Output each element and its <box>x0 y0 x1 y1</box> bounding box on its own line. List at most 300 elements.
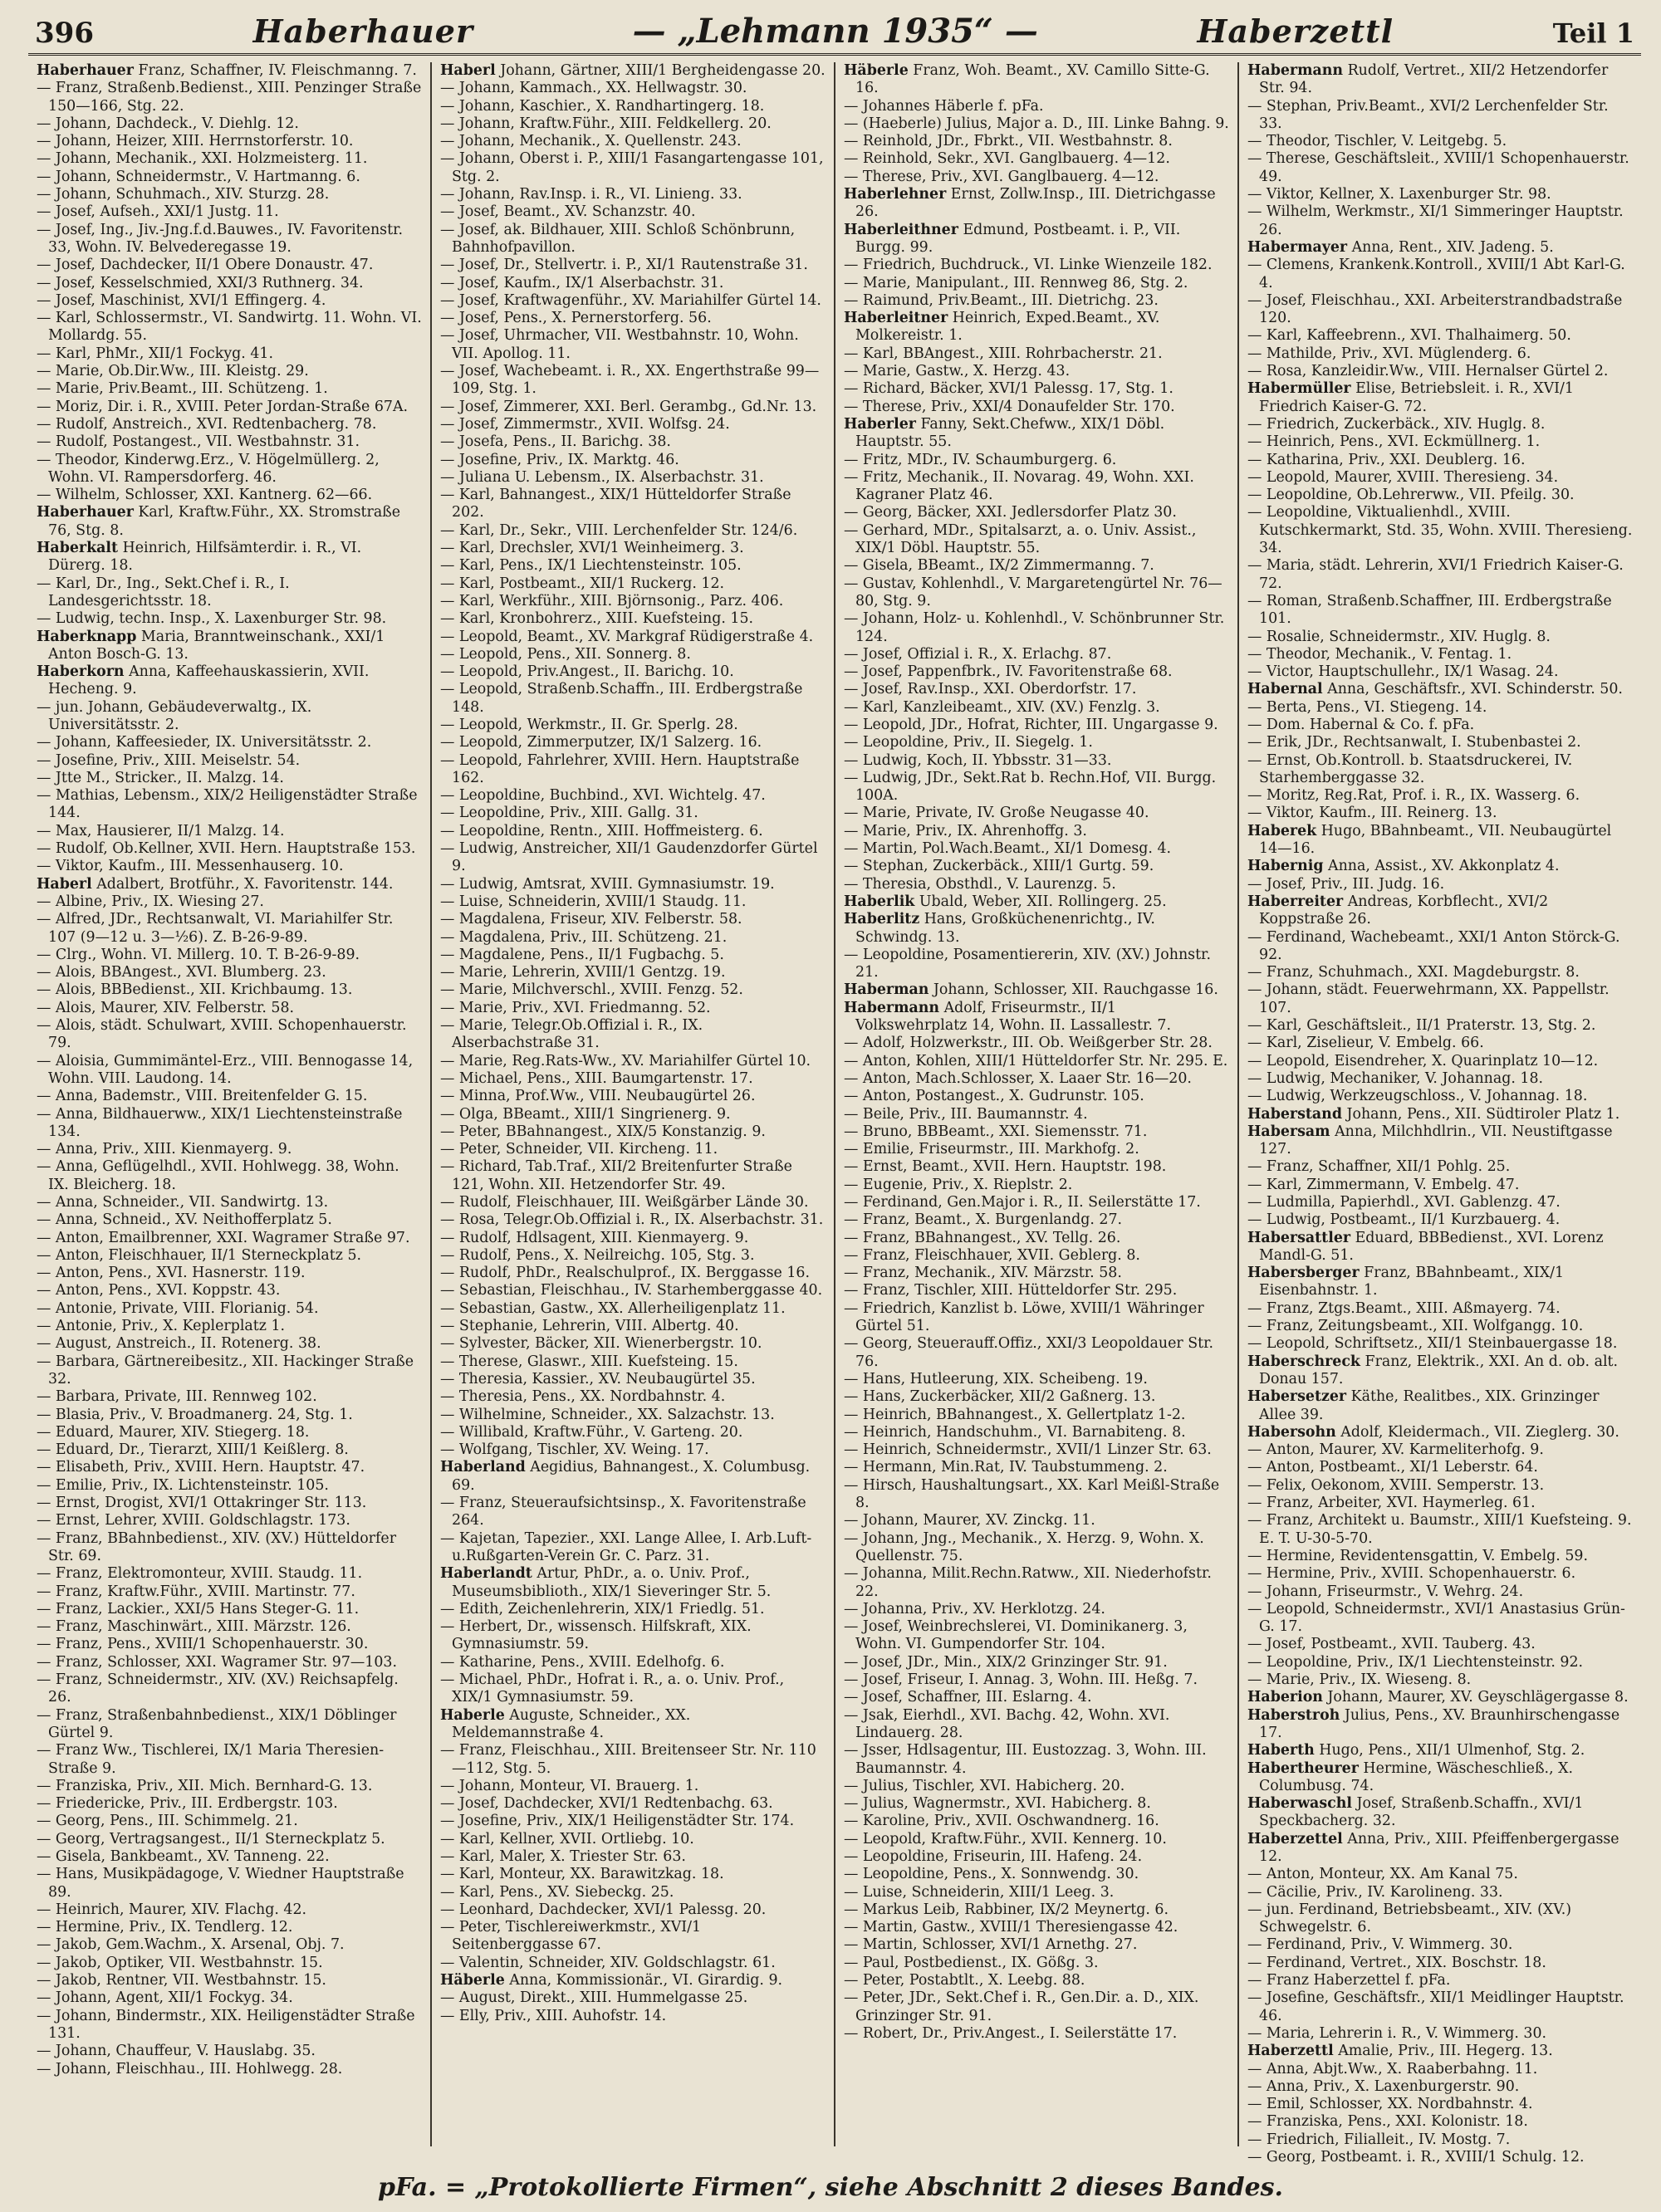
directory-entry: — Emil, Schlosser, XX. Nordbahnstr. 4. <box>1247 2096 1533 2113</box>
directory-entry: — Johann, Rav.Insp. i. R., VI. Linieng. 33. <box>440 186 742 203</box>
directory-entry: — Berta, Pens., VI. Stiegeng. 14. <box>1247 698 1487 716</box>
directory-entry: Habertheurer Hermine, Wäscheschließ., X. Columbusg. 74. <box>1247 1759 1574 1794</box>
directory-entry: — Franz, Zeitungsbeamt., XII. Wolfgangg. 10. <box>1247 1318 1584 1335</box>
directory-entry: — Josef, Pens., X. Pernerstorferg. 56. <box>440 310 712 327</box>
directory-entry: — Franz Ww., Tischlerei, IX/1 Maria Theresien-Straße 9. <box>37 1742 385 1777</box>
page-number: 396 <box>35 17 94 50</box>
directory-entry: — Sebastian, Gastw., XX. Allerheiligenplatz 11. <box>440 1299 786 1317</box>
directory-entry: — Josef, Rav.Insp., XXI. Oberdorfstr. 17. <box>844 681 1137 698</box>
directory-entry: — Wilhelm, Werkmstr., XI/1 Simmeringer Hauptstr. 26. <box>1247 203 1624 238</box>
directory-entry: — Karl, Ziselieur, V. Embelg. 66. <box>1247 1035 1484 1052</box>
directory-entry: — Karoline, Priv., XVII. Oschwandnerg. 16. <box>844 1813 1159 1830</box>
directory-entry: — Marie, Ob.Dir.Ww., III. Kleistg. 29. <box>37 363 309 380</box>
directory-entry: — Anton, Kohlen, XIII/1 Hütteldorfer Str. Nr. 295. E. <box>844 1052 1228 1069</box>
directory-entry: — Franz, Steueraufsichtsinsp., X. Favoritenstraße 264. <box>440 1495 806 1529</box>
directory-entry: — Josef, Zimmerer, XXI. Berl. Gerambg., Gd.Nr. 13. <box>440 398 817 415</box>
directory-entry: — Marie, Lehrerin, XVIII/1 Gentzg. 19. <box>440 964 726 981</box>
directory-entry: — Rudolf, Postangest., VII. Westbahnstr. 31. <box>37 433 360 451</box>
directory-entry: — Marie, Reg.Rats-Ww., XV. Mariahilfer Gürtel 10. <box>440 1052 811 1069</box>
directory-entry: — (Haeberle) Julius, Major a. D., III. Linke Bahng. 9. <box>844 115 1229 132</box>
directory-entry: — Leopold, Werkmstr., II. Gr. Sperlg. 28. <box>440 716 738 733</box>
directory-entry: — Anton, Pens., XVI. Hasnerstr. 119. <box>37 1265 306 1282</box>
directory-entry: — Josef, Ing., Jiv.-Jng.f.d.Bauwes., IV. Favoritenstr. 33, Wohn. IV. Belvederegasse 19. <box>37 221 403 256</box>
directory-entry: — Mathias, Lebensm., XIX/2 Heiligenstädter Straße 144. <box>37 787 418 822</box>
directory-entry: — Cäcilie, Priv., IV. Karolineng. 33. <box>1247 1883 1503 1901</box>
directory-entry: — Karl, Geschäftsleit., II/1 Praterstr. 13, Stg. 2. <box>1247 1017 1596 1035</box>
directory-entry: — Josef, Dachdecker, II/1 Obere Donaustr. 47. <box>37 257 374 274</box>
directory-entry: — Rosalie, Schneidermstr., XIV. Huglg. 8. <box>1247 628 1551 645</box>
directory-entry: Haberknapp Maria, Branntweinschank., XXI/1 Anton Bosch-G. 13. <box>37 628 385 663</box>
directory-entry: — Ferdinand, Gen.Major i. R., II. Seilerstätte 17. <box>844 1194 1201 1211</box>
directory-entry: — Anton, Emailbrenner, XXI. Wagramer Straße 97. <box>37 1229 410 1246</box>
directory-entry: — Franz, Ztgs.Beamt., XIII. Aßmayerg. 74. <box>1247 1299 1561 1317</box>
directory-entry: — Ludwig, Mechaniker, V. Johannag. 18. <box>1247 1069 1544 1087</box>
directory-entry: — Stephanie, Lehrerin, VIII. Albertg. 40. <box>440 1318 739 1335</box>
directory-entry: Haberreiter Andreas, Korbflecht., XVI/2 Koppstraße 26. <box>1247 893 1549 928</box>
directory-entry: — Alois, Maurer, XIV. Felberstr. 58. <box>37 999 295 1016</box>
directory-entry: Haberkalt Heinrich, Hilfsämterdir. i. R., VI. Dürerg. 18. <box>37 540 362 575</box>
directory-entry: — Georg, Bäcker, XXI. Jedlersdorfer Platz 30. <box>844 504 1177 521</box>
directory-entry: — Jsser, Hdlsagentur, III. Eustozzag. 3, Wohn. III. Baumannstr. 4. <box>844 1742 1207 1777</box>
directory-entry: Häberle Franz, Woh. Beamt., XV. Camillo Sitte-G. 16. <box>844 62 1210 97</box>
directory-entry: — Franz, Straßenbahnbedienst., XIX/1 Döblinger Gürtel 9. <box>37 1706 397 1741</box>
directory-entry: — Jakob, Optiker, VII. Westbahnstr. 15. <box>37 1954 323 1971</box>
directory-entry: — Heinrich, Maurer, XIV. Flachg. 42. <box>37 1901 307 1918</box>
footnote: pFa. = „Protokollierte Firmen“, siehe Abschnitt 2 dieses Bandes. <box>378 2173 1283 2202</box>
directory-entry: — Gustav, Kohlenhdl., V. Margaretengürtel Nr. 76—80, Stg. 9. <box>844 575 1222 609</box>
directory-entry: — Ludwig, Werkzeugschloss., V. Johannag. 18. <box>1247 1088 1588 1105</box>
directory-entry: — Anna, Abjt.Ww., X. Raaberbahng. 11. <box>1247 2060 1538 2077</box>
directory-entry: Haberion Johann, Maurer, XV. Geyschlägergasse 8. <box>1247 1689 1629 1706</box>
directory-entry: — Ernst, Drogist, XVI/1 Ottakringer Str. 113. <box>37 1495 367 1512</box>
directory-entry: — Hans, Hutleerung, XIX. Scheibeng. 19. <box>844 1370 1148 1387</box>
directory-entry: — Josef, Beamt., XV. Schanzstr. 40. <box>440 203 696 221</box>
directory-entry: — Wilhelm, Schlosser, XXI. Kantnerg. 62—66. <box>37 487 373 504</box>
directory-entry: — Leopold, JDr., Hofrat, Richter, III. Ungargasse 9. <box>844 716 1218 733</box>
directory-entry: — Martin, Schlosser, XVI/1 Arnethg. 27. <box>844 1936 1138 1954</box>
directory-entry: — Michael, Pens., XIII. Baumgartenstr. 17. <box>440 1069 753 1087</box>
directory-entry: — Franz, Schaffner, XII/1 Pohlg. 25. <box>1247 1158 1511 1176</box>
directory-entry: — Jakob, Gem.Wachm., X. Arsenal, Obj. 7. <box>37 1936 345 1954</box>
directory-entry: — Johann, Kammach., XX. Hellwagstr. 30. <box>440 80 747 97</box>
directory-entry: — Anna, Priv., X. Laxenburgerstr. 90. <box>1247 2077 1520 2095</box>
directory-entry: — Karl, Drechsler, XVI/1 Weinheimerg. 3. <box>440 540 744 557</box>
directory-entry: — Leopold, Schneidermstr., XVI/1 Anastasius Grün-G. 17. <box>1247 1600 1625 1636</box>
directory-entry: — Leopold, Zimmerputzer, IX/1 Salzerg. 16. <box>440 734 762 751</box>
directory-entry: — Franz, Kraftw.Führ., XVIII. Martinstr. 77. <box>37 1583 355 1600</box>
directory-entry: — Franz, Maschinwärt., XIII. Märzstr. 126. <box>37 1618 351 1636</box>
directory-entry: — Minna, Prof.Ww., VIII. Neubaugürtel 26. <box>440 1088 756 1105</box>
directory-entry: — Johann, Bindermstr., XIX. Heiligenstädter Straße 131. <box>37 2007 415 2042</box>
directory-entry: — Friedrich, Zuckerbäck., XIV. Huglg. 8. <box>1247 415 1546 433</box>
directory-entry: — Karl, BBAngest., XIII. Rohrbacherstr. 21. <box>844 345 1163 362</box>
directory-entry: — Kajetan, Tapezier., XXI. Lange Allee, I. Arb.Luft-u.Rußgarten-Verein Gr. C. Parz. 31. <box>440 1529 812 1564</box>
directory-entry: — Magdalena, Priv., III. Schützeng. 21. <box>440 928 728 946</box>
directory-entry: — Julius, Wagnermstr., XVI. Habicherg. 8. <box>844 1795 1151 1813</box>
directory-entry: — Karl, Pens., XV. Siebeckg. 25. <box>440 1883 674 1901</box>
directory-entry: Habermayer Anna, Rent., XIV. Jadeng. 5. <box>1247 238 1554 256</box>
directory-entry: — Willibald, Kraftw.Führ., V. Garteng. 20. <box>440 1423 743 1441</box>
directory-entry: — Ernst, Beamt., XVII. Hern. Hauptstr. 198. <box>844 1158 1167 1176</box>
directory-entry: — Johann, Jng., Mechanik., X. Herzg. 9, Wohn. X. Quellenstr. 75. <box>844 1529 1204 1564</box>
directory-entry: — Magdalena, Friseur, XIV. Felberstr. 58. <box>440 911 742 928</box>
directory-entry: — Franz, Straßenb.Bedienst., XIII. Penzinger Straße 150—166, Stg. 22. <box>37 80 422 115</box>
directory-entry: — Leopold, Beamt., XV. Markgraf Rüdigerstraße 4. <box>440 628 814 645</box>
directory-entry: Haberleithner Edmund, Postbeamt. i. P., VII. Burgg. 99. <box>844 221 1181 256</box>
directory-entry: Habernal Anna, Geschäftsfr., XVI. Schinderstr. 50. <box>1247 681 1623 698</box>
directory-entry: — Clrg., Wohn. VI. Millerg. 10. T. B-26-9-89. <box>37 946 360 963</box>
directory-entry: — Leopoldine, Viktualienhdl., XVIII. Kutschkermarkt, Std. 35, Wohn. XVIII. Theresieng. 34. <box>1247 504 1633 557</box>
directory-entry: — Magdalene, Pens., II/1 Fugbachg. 5. <box>440 946 724 963</box>
directory-entry: — Johann, Monteur, VI. Brauerg. 1. <box>440 1777 699 1794</box>
directory-entry: — Johann, Dachdeck., V. Diehlg. 12. <box>37 115 299 132</box>
column-1 <box>28 62 430 2146</box>
directory-entry: — Anna, Geflügelhdl., XVII. Hohlwegg. 38, Wohn. IX. Bleicherg. 18. <box>37 1158 399 1193</box>
directory-entry: — Franz, BBahnangest., XV. Tellg. 26. <box>844 1229 1121 1246</box>
directory-entry: Haberwaschl Josef, Straßenb.Schaffn., XVI/1 Speckbacherg. 32. <box>1247 1795 1584 1830</box>
directory-entry: — Josef, Schaffner, III. Eslarng. 4. <box>844 1689 1092 1706</box>
directory-entry: — Georg, Vertragsangest., II/1 Sterneckplatz 5. <box>37 1830 385 1847</box>
directory-entry: — Anna, Schneid., XV. Neithofferplatz 5. <box>37 1211 332 1229</box>
directory-entry: — Anton, Postangest., X. Gudrunstr. 105. <box>844 1088 1144 1105</box>
directory-entry: — Peter, Schneider, VII. Kircheng. 11. <box>440 1141 718 1158</box>
directory-entry: — Marie, Private, IV. Große Neugasse 40. <box>844 805 1149 822</box>
directory-entry: — August, Direkt., XIII. Hummelgasse 25. <box>440 1989 748 2007</box>
directory-entry: — Dom. Habernal & Co. f. pFa. <box>1247 716 1475 733</box>
directory-entry: — Robert, Dr., Priv.Angest., I. Seilerstätte 17. <box>844 2024 1178 2042</box>
directory-entry: — Karl, Dr., Sekr., VIII. Lerchenfelder Str. 124/6. <box>440 521 798 539</box>
directory-entry: — Marie, Manipulant., III. Rennweg 86, Stg. 2. <box>844 274 1188 291</box>
directory-entry: Haberl Adalbert, Brotführ., X. Favoritenstr. 144. <box>37 875 394 893</box>
directory-entry: — Franz, BBahnbedienst., XIV. (XV.) Hütteldorfer Str. 69. <box>37 1529 397 1564</box>
directory-entry: — Josef, Aufseh., XXI/1 Justg. 11. <box>37 203 279 221</box>
entry-columns <box>28 62 1641 2166</box>
directory-entry: — Ludwig, JDr., Sekt.Rat b. Rechn.Hof, VII. Burgg. 100A. <box>844 769 1217 805</box>
directory-entry: — Barbara, Private, III. Rennweg 102. <box>37 1388 317 1406</box>
directory-entry: — Gisela, Bankbeamt., XV. Tanneng. 22. <box>37 1847 330 1865</box>
directory-entry: — Franz, Mechanik., XIV. Märzstr. 58. <box>844 1265 1122 1282</box>
directory-entry: — Beile, Priv., III. Baumannstr. 4. <box>844 1105 1088 1123</box>
directory-entry: — Josef, Kaufm., IX/1 Alserbachstr. 31. <box>440 274 724 291</box>
directory-entry: — Peter, JDr., Sekt.Chef i. R., Gen.Dir. a. D., XIX. Grinzinger Str. 91. <box>844 1989 1199 2024</box>
directory-entry: Haberek Hugo, BBahnbeamt., VII. Neubaugürtel 14—16. <box>1247 822 1612 858</box>
directory-entry: — Franz Haberzettel f. pFa. <box>1247 1972 1451 1989</box>
directory-entry: Habermann Adolf, Friseurmstr., II/1 Volkswehrplatz 14, Wohn. II. Lassallestr. 7. <box>844 999 1172 1035</box>
directory-entry: — Katharine, Pens., XVIII. Edelhofg. 6. <box>440 1653 725 1671</box>
directory-entry: — Eduard, Maurer, XIV. Stiegerg. 18. <box>37 1423 310 1441</box>
directory-entry: — Hermine, Priv., XVIII. Schopenhauerstr. 6. <box>1247 1565 1576 1583</box>
directory-entry: — Josef, Uhrmacher, VII. Westbahnstr. 10, Wohn. VII. Apollog. 11. <box>440 327 799 362</box>
directory-entry: — Johann, Agent, XII/1 Fockyg. 34. <box>37 1989 293 2007</box>
directory-entry: — Ernst, Lehrer, XVIII. Goldschlagstr. 173. <box>37 1512 350 1529</box>
directory-entry: Haberle Auguste, Schneider., XX. Meldemannstraße 4. <box>440 1706 691 1741</box>
directory-entry: Haberman Johann, Schlosser, XII. Rauchgasse 16. <box>844 981 1218 999</box>
directory-entry: Haberleitner Heinrich, Exped.Beamt., XV. Molkereistr. 1. <box>844 310 1160 345</box>
directory-entry: — Erik, JDr., Rechtsanwalt, I. Stubenbastei 2. <box>1247 734 1581 751</box>
directory-entry: — Gerhard, MDr., Spitalsarzt, a. o. Univ. Assist., XIX/1 Döbl. Hauptstr. 55. <box>844 521 1197 557</box>
directory-entry: — Karl, Kronbohrerz., XIII. Kuefsteing. 15. <box>440 610 754 628</box>
directory-entry: — Markus Leib, Rabbiner, IX/2 Meynertg. 6. <box>844 1901 1169 1918</box>
directory-entry: — Barbara, Gärtnereibesitz., XII. Hackinger Straße 32. <box>37 1353 414 1387</box>
directory-entry: — Franz, Architekt u. Baumstr., XIII/1 Kuefsteing. 9. E. T. U-30-5-70. <box>1247 1512 1632 1547</box>
directory-entry: — Leopoldine, Priv., II. Siegelg. 1. <box>844 734 1093 751</box>
directory-entry: — Therese, Priv., XXI/4 Donaufelder Str. 170. <box>844 398 1175 415</box>
directory-entry: Haberschreck Franz, Elektrik., XXI. An d. ob. alt. Donau 157. <box>1247 1353 1619 1387</box>
directory-entry: — Hermann, Min.Rat, IV. Taubstummeng. 2. <box>844 1459 1168 1476</box>
directory-entry: — Jakob, Rentner, VII. Westbahnstr. 15. <box>37 1972 326 1989</box>
directory-entry: — Martin, Gastw., XVIII/1 Theresiengasse 42. <box>844 1919 1178 1936</box>
directory-entry: — Heinrich, Pens., XVI. Eckmüllnerg. 1. <box>1247 433 1541 451</box>
directory-entry: — Felix, Oekonom, XVIII. Semperstr. 13. <box>1247 1476 1545 1494</box>
directory-entry: — Emilie, Priv., IX. Lichtensteinstr. 105. <box>37 1476 329 1494</box>
directory-entry: Habernig Anna, Assist., XV. Akkonplatz 4. <box>1247 858 1560 875</box>
directory-entry: — Peter, Tischlereiwerkmstr., XVI/1 Seitenberggasse 67. <box>440 1919 702 1954</box>
directory-entry: Haberlik Ubald, Weber, XII. Rollingerg. 25. <box>844 893 1167 910</box>
directory-entry: — Franz, Fleischhau., XIII. Breitenseer Str. Nr. 110—112, Stg. 5. <box>440 1742 816 1777</box>
directory-entry: — Reinhold, JDr., Fbrkt., VII. Westbahnstr. 8. <box>844 133 1173 150</box>
directory-entry: — Stephan, Zuckerbäck., XIII/1 Gurtg. 59. <box>844 858 1154 875</box>
directory-entry: — Peter, Postabtlt., X. Leebg. 88. <box>844 1972 1085 1989</box>
directory-entry: — Karl, PhMr., XII/1 Fockyg. 41. <box>37 345 274 362</box>
directory-entry: — Heinrich, Schneidermstr., XVII/1 Linzer Str. 63. <box>844 1441 1212 1459</box>
directory-title: — „Lehmann 1935“ — <box>632 12 1038 51</box>
directory-entry: — Alois, BBAngest., XVI. Blumberg. 23. <box>37 964 326 981</box>
directory-entry: — Theresia, Obsthdl., V. Laurenzg. 5. <box>844 875 1116 893</box>
directory-entry: — Johannes Häberle f. pFa. <box>844 97 1044 115</box>
directory-entry: — Bruno, BBBeamt., XXI. Siemensstr. 71. <box>844 1123 1148 1140</box>
directory-entry: — Gisela, BBeamt., IX/2 Zimmermanng. 7. <box>844 557 1154 575</box>
directory-entry: — Juliana U. Lebensm., IX. Alserbachstr. 31. <box>440 468 764 486</box>
directory-entry: Habersohn Adolf, Kleidermach., VII. Zieglerg. 30. <box>1247 1423 1619 1441</box>
directory-entry: — Herbert, Dr., wissensch. Hilfskraft, XIX. Gymnasiumstr. 59. <box>440 1618 752 1653</box>
directory-entry: — Leopoldine, Buchbind., XVI. Wichtelg. 47. <box>440 787 766 805</box>
directory-entry: — Maria, städt. Lehrerin, XVI/1 Friedrich Kaiser-G. 72. <box>1247 557 1624 592</box>
directory-entry: — Karl, Schlossermstr., VI. Sandwirtg. 11. Wohn. VI. Mollardg. 55. <box>37 310 422 345</box>
directory-entry: — Rudolf, Ob.Kellner, XVII. Hern. Hauptstraße 153. <box>37 840 416 858</box>
directory-entry: — Peter, BBahnangest., XIX/5 Konstanzig. 9. <box>440 1123 766 1140</box>
directory-entry: — Karl, Kellner, XVII. Ortliebg. 10. <box>440 1830 694 1847</box>
directory-entry: — Marie, Priv., XVI. Friedmanng. 52. <box>440 999 711 1016</box>
directory-entry: — Marie, Gastw., X. Herzg. 43. <box>844 363 1071 380</box>
directory-entry: — Josefine, Priv., IX. Marktg. 46. <box>440 451 679 468</box>
directory-entry: — Johann, Kraftw.Führ., XIII. Feldkellerg. 20. <box>440 115 772 132</box>
directory-entry: — Viktor, Kellner, X. Laxenburger Str. 98. <box>1247 186 1551 203</box>
directory-entry: — Ferdinand, Priv., V. Wimmerg. 30. <box>1247 1936 1513 1954</box>
directory-entry: — Karl, Kaffeebrenn., XVI. Thalhaimerg. 50. <box>1247 327 1571 345</box>
directory-entry: — Josef, Weinbrechslerei, VI. Dominikanerg. 3, Wohn. VI. Gumpendorfer Str. 104. <box>844 1618 1188 1653</box>
directory-entry: — Marie, Priv., IX. Ahrenhoffg. 3. <box>844 822 1087 839</box>
directory-entry: — Anton, Fleischhauer, II/1 Sterneckplatz 5. <box>37 1246 362 1264</box>
directory-entry: — Heinrich, Handschuhm., VI. Barnabiteng. 8. <box>844 1423 1186 1441</box>
directory-entry: — Karl, Postbeamt., XII/1 Ruckerg. 12. <box>440 575 725 592</box>
directory-entry: — Elisabeth, Priv., XVIII. Hern. Hauptstr. 47. <box>37 1459 365 1476</box>
directory-entry: — Richard, Tab.Traf., XII/2 Breitenfurter Straße 121, Wohn. XII. Hetzendorfer Str. 49. <box>440 1158 792 1193</box>
directory-entry: — Antonie, Priv., X. Keplerplatz 1. <box>37 1318 286 1335</box>
directory-entry: — Marie, Priv.Beamt., III. Schützeng. 1. <box>37 380 328 398</box>
directory-entry: — Marie, Priv., IX. Wieseng. 8. <box>1247 1671 1472 1689</box>
directory-entry: — Johann, Mechanik., XXI. Holzmeisterg. 11. <box>37 150 368 168</box>
directory-entry: — Josef, Friseur, I. Annag. 3, Wohn. III. Heßg. 7. <box>844 1671 1198 1689</box>
directory-entry: — Stephan, Priv.Beamt., XVI/2 Lerchenfelder Str. 33. <box>1247 97 1609 132</box>
last-name-guide: Haberzettl <box>1197 12 1394 50</box>
directory-entry: — Josefine, Priv., XIX/1 Heiligenstädter Str. 174. <box>440 1813 795 1830</box>
directory-entry: — Ferdinand, Wachebeamt., XXI/1 Anton Störck-G. 92. <box>1247 928 1620 963</box>
directory-entry: — Leopoldine, Ob.Lehrerww., VII. Pfeilg. 30. <box>1247 487 1575 504</box>
directory-entry: — Josef, Pappenfbrk., IV. Favoritenstraße 68. <box>844 663 1173 681</box>
directory-entry: — Josef, Postbeamt., XVII. Tauberg. 43. <box>1247 1636 1536 1653</box>
directory-entry: — Georg, Steuerauff.Offiz., XXI/3 Leopoldauer Str. 76. <box>844 1335 1214 1370</box>
directory-entry: — Viktor, Kaufm., III. Reinerg. 13. <box>1247 805 1497 822</box>
directory-entry: Haberkorn Anna, Kaffeehauskassierin, XVII. Hecheng. 9. <box>37 663 370 698</box>
directory-entry: — Johanna, Milit.Rechn.Ratww., XII. Niederhofstr. 22. <box>844 1565 1212 1600</box>
directory-entry: Habersam Anna, Milchhdlrin., VII. Neustiftgasse 127. <box>1247 1123 1613 1158</box>
directory-entry: — Anna, Bildhauerww., XIX/1 Liechtensteinstraße 134. <box>37 1105 403 1140</box>
directory-entry: — Josef, Kesselschmied, XXI/3 Ruthnerg. 34. <box>37 274 364 291</box>
directory-entry: — Ludmilla, Papierhdl., XVI. Gablenzg. 47. <box>1247 1194 1561 1211</box>
directory-entry: — Josefine, Priv., XIII. Meiselstr. 54. <box>37 751 301 769</box>
directory-entry: — Johann, Kaschier., X. Randhartingerg. 18. <box>440 97 765 115</box>
directory-entry: Habermann Rudolf, Vertret., XII/2 Hetzendorfer Str. 94. <box>1247 62 1609 97</box>
directory-entry: — Fritz, Mechanik., II. Novarag. 49, Wohn. XXI. Kagraner Platz 46. <box>844 468 1194 504</box>
directory-entry: — Josef, Dachdecker, XVI/1 Redtenbachg. 63. <box>440 1795 773 1813</box>
directory-entry: — Friedrich, Filialleit., IV. Mostg. 7. <box>1247 2131 1511 2148</box>
directory-entry: — Johann, Friseurmstr., V. Wehrg. 24. <box>1247 1583 1524 1600</box>
directory-entry: — Theodor, Kinderwg.Erz., V. Högelmüllerg. 2, Wohn. VI. Rampersdorferg. 46. <box>37 451 380 486</box>
directory-entry: — Roman, Straßenb.Schaffner, III. Erdbergstraße 101. <box>1247 592 1612 628</box>
directory-entry: — Josefa, Pens., II. Barichg. 38. <box>440 433 671 451</box>
directory-entry: — Alfred, JDr., Rechtsanwalt, VI. Mariahilfer Str. 107 (9—12 u. 3—½6). Z. B-26-9-89. <box>37 911 394 946</box>
directory-entry: — Leopoldine, Posamentiererin, XIV. (XV.) Johnstr. 21. <box>844 946 1211 981</box>
directory-entry: — Anton, Monteur, XX. Am Kanal 75. <box>1247 1866 1518 1883</box>
directory-entry: — jun. Johann, Gebäudeverwaltg., IX. Universitätsstr. 2. <box>37 698 312 733</box>
directory-entry: — Hermine, Priv., IX. Tendlerg. 12. <box>37 1919 293 1936</box>
directory-entry: — Rudolf, Hdlsagent, XIII. Kienmayerg. 9. <box>440 1229 749 1246</box>
directory-entry: — Leopoldine, Priv., XIII. Gallg. 31. <box>440 805 698 822</box>
directory-entry: — Ferdinand, Vertret., XIX. Boschstr. 18. <box>1247 1954 1546 1971</box>
directory-entry: — Therese, Priv., XVI. Ganglbauerg. 4—12. <box>844 168 1159 185</box>
directory-entry: — Reinhold, Sekr., XVI. Ganglbauerg. 4—12. <box>844 150 1170 168</box>
directory-entry: — Georg, Pens., III. Schimmelg. 21. <box>37 1813 298 1830</box>
directory-entry: — Franz, Arbeiter, XVI. Haymerleg. 61. <box>1247 1495 1536 1512</box>
directory-entry: — Theodor, Tischler, V. Leitgebg. 5. <box>1247 133 1507 150</box>
directory-entry: — Georg, Postbeamt. i. R., XVIII/1 Schulg. 12. <box>1247 2149 1585 2166</box>
directory-entry: — Karl, Dr., Ing., Sekt.Chef i. R., I. Landesgerichtsstr. 18. <box>37 575 290 609</box>
directory-entry: — Marie, Milchverschl., XVIII. Fenzg. 52. <box>440 981 743 999</box>
directory-entry: — Leopold, Fahrlehrer, XVIII. Hern. Hauptstraße 162. <box>440 751 800 786</box>
directory-entry: — Johann, Chauffeur, V. Hauslabg. 35. <box>37 2043 316 2060</box>
directory-entry: Haberlehner Ernst, Zollw.Insp., III. Dietrichgasse 26. <box>844 186 1216 221</box>
directory-entry: — Johann, Maurer, XV. Zinckg. 11. <box>844 1512 1095 1529</box>
directory-entry: — Leopold, Maurer, XVIII. Theresieng. 34. <box>1247 468 1559 486</box>
directory-entry: — Hans, Musikpädagoge, V. Wiedner Hauptstraße 89. <box>37 1866 404 1901</box>
directory-entry: — Leopold, Straßenb.Schaffn., III. Erdbergstraße 148. <box>440 681 803 716</box>
directory-entry: — Sebastian, Fleischhau., IV. Starhemberggasse 40. <box>440 1282 823 1299</box>
directory-entry: — Eduard, Dr., Tierarzt, XIII/1 Keißlerg. 8. <box>37 1441 349 1459</box>
directory-entry: — Friedericke, Priv., III. Erdbergstr. 103. <box>37 1795 338 1813</box>
column-3 <box>834 62 1237 2146</box>
directory-entry: — Albine, Priv., IX. Wiesing 27. <box>37 893 264 910</box>
directory-entry: — Josef, ak. Bildhauer, XIII. Schloß Schönbrunn, Bahnhofpavillon. <box>440 221 796 256</box>
directory-entry: — Rosa, Telegr.Ob.Offizial i. R., IX. Alserbachstr. 31. <box>440 1211 824 1229</box>
directory-entry: — Karl, Monteur, XX. Barawitzkag. 18. <box>440 1866 724 1883</box>
directory-entry: Haberland Aegidius, Bahnangest., X. Columbusg. 69. <box>440 1459 811 1494</box>
directory-entry: — Anton, Pens., XVI. Koppstr. 43. <box>37 1282 281 1299</box>
directory-entry: — Fritz, MDr., IV. Schaumburgerg. 6. <box>844 451 1117 468</box>
directory-entry: — Leopold, Kraftw.Führ., XVII. Kennerg. 10. <box>844 1830 1167 1847</box>
directory-entry: — Mathilde, Priv., XVI. Müglenderg. 6. <box>1247 345 1531 362</box>
directory-entry: — Victor, Hauptschullehr., IX/1 Wasag. 24. <box>1247 663 1559 681</box>
directory-entry: — Paul, Postbedienst., IX. Gößg. 3. <box>844 1954 1099 1971</box>
directory-entry: — Jtte M., Stricker., II. Malzg. 14. <box>37 769 284 786</box>
directory-entry: Haberth Hugo, Pens., XII/1 Ulmenhof, Stg. 2. <box>1247 1742 1585 1759</box>
directory-entry: — Johann, Schuhmach., XIV. Sturzg. 28. <box>37 186 330 203</box>
directory-entry: — Leopold, Pens., XII. Sonnerg. 8. <box>440 645 691 663</box>
directory-entry: — Josef, Priv., III. Judg. 16. <box>1247 875 1445 893</box>
directory-entry: — Hirsch, Haushaltungsart., XX. Karl Meißl-Straße 8. <box>844 1476 1220 1512</box>
directory-entry: — Franziska, Pens., XXI. Kolonistr. 18. <box>1247 2113 1528 2131</box>
page-header <box>28 12 1641 56</box>
first-name-guide: Haberhauer <box>252 12 474 50</box>
directory-entry: — Jsak, Eierhdl., XVI. Bachg. 42, Wohn. XVI. Lindauerg. 28. <box>844 1706 1170 1741</box>
directory-entry: — Rudolf, Anstreich., XVI. Redtenbacherg. 78. <box>37 415 377 433</box>
directory-entry: Häberle Anna, Kommissionär., VI. Girardig. 9. <box>440 1972 783 1989</box>
directory-entry: — Josef, Fleischhau., XXI. Arbeiterstrandbadstraße 120. <box>1247 291 1623 327</box>
directory-entry: — Johanna, Priv., XV. Herklotzg. 24. <box>844 1600 1105 1617</box>
directory-entry: — Franziska, Priv., XII. Mich. Bernhard-G. 13. <box>37 1777 373 1794</box>
directory-entry: — August, Anstreich., II. Rotenerg. 38. <box>37 1335 321 1353</box>
directory-entry: — Johann, Heizer, XIII. Herrnstorferstr. 10. <box>37 133 354 150</box>
directory-entry: — Martin, Pol.Wach.Beamt., XI/1 Domesg. 4. <box>844 840 1172 858</box>
directory-entry: — Johann, Mechanik., X. Quellenstr. 243. <box>440 133 742 150</box>
directory-entry: — Anna, Priv., XIII. Kienmayerg. 9. <box>37 1141 292 1158</box>
directory-entry: Haberhauer Karl, Kraftw.Führ., XX. Stromstraße 76, Stg. 8. <box>37 504 401 539</box>
directory-entry: — Ludwig, Amtsrat, XVIII. Gymnasiumstr. 19. <box>440 875 775 893</box>
directory-entry: — Wilhelmine, Schneider., XX. Salzachstr. 13. <box>440 1406 775 1423</box>
directory-entry: — Antonie, Private, VIII. Florianig. 54. <box>37 1299 319 1317</box>
directory-entry: — Leonhard, Dachdecker, XVI/1 Palessg. 20. <box>440 1901 767 1918</box>
directory-entry: — Anton, Maurer, XV. Karmeliterhofg. 9. <box>1247 1441 1544 1459</box>
directory-entry: — Luise, Schneiderin, XVIII/1 Staudg. 11. <box>440 893 747 910</box>
directory-entry: — Ludwig, Postbeamt., II/1 Kurzbauerg. 4. <box>1247 1211 1561 1229</box>
directory-entry: — Clemens, Krankenk.Kontroll., XVIII/1 Abt Karl-G. 4. <box>1247 257 1625 291</box>
directory-entry: — Franz, Pens., XVIII/1 Schopenhauerstr. 30. <box>37 1636 369 1653</box>
directory-entry: Haberler Fanny, Sekt.Chefww., XIX/1 Döbl. Hauptstr. 55. <box>844 415 1165 451</box>
directory-entry: — Franz, Schlosser, XXI. Wagramer Str. 97—103. <box>37 1653 398 1671</box>
directory-entry: — Anna, Bademstr., VIII. Breitenfelder G. 15. <box>37 1088 368 1105</box>
column-4 <box>1237 62 1641 2166</box>
column-2 <box>430 62 834 2146</box>
directory-entry: — Johann, Schneidermstr., V. Hartmanng. 6. <box>37 168 360 185</box>
directory-entry: — Ludwig, techn. Insp., X. Laxenburger Str. 98. <box>37 610 387 628</box>
directory-entry: — Josef, Wachebeamt. i. R., XX. Engerthstraße 99—109, Stg. 1. <box>440 363 820 398</box>
directory-entry: — Katharina, Priv., XXI. Deublerg. 16. <box>1247 451 1526 468</box>
directory-entry: Habersattler Eduard, BBBedienst., XVI. Lorenz Mandl-G. 51. <box>1247 1229 1604 1264</box>
directory-entry: — Theresia, Pens., XX. Nordbahnstr. 4. <box>440 1388 726 1406</box>
directory-entry: Haberlandt Artur, PhDr., a. o. Univ. Prof., Museumsbiblioth., XIX/1 Sieveringer Str. 5. <box>440 1565 772 1600</box>
directory-entry: Haberhauer Franz, Schaffner, IV. Fleischmanng. 7. <box>37 62 417 79</box>
directory-entry: — Alois, städt. Schulwart, XVIII. Schopenhauerstr. 79. <box>37 1017 407 1052</box>
directory-entry: — Friedrich, Buchdruck., VI. Linke Wienzeile 182. <box>844 257 1213 274</box>
directory-entry: — Eugenie, Priv., X. Rieplstr. 2. <box>844 1176 1073 1193</box>
directory-entry: — Wolfgang, Tischler, XV. Weing. 17. <box>440 1441 709 1459</box>
directory-entry: — Emilie, Friseurmstr., III. Markhofg. 2. <box>844 1141 1139 1158</box>
directory-entry: — Ernst, Ob.Kontroll. b. Staatsdruckerei, IV. Starhemberggasse 32. <box>1247 751 1573 786</box>
directory-entry: — Therese, Glaswr., XIII. Kuefsteing. 15. <box>440 1353 738 1370</box>
directory-entry: — Rudolf, PhDr., Realschulprof., IX. Berggasse 16. <box>440 1265 810 1282</box>
directory-entry: Habersberger Franz, BBahnbeamt., XIX/1 Eisenbahnstr. 1. <box>1247 1265 1565 1299</box>
directory-entry: — Franz, Schneidermstr., XIV. (XV.) Reichsapfelg. 26. <box>37 1671 399 1706</box>
directory-entry: — Ludwig, Koch, II. Ybbsstr. 31—33. <box>844 751 1112 769</box>
